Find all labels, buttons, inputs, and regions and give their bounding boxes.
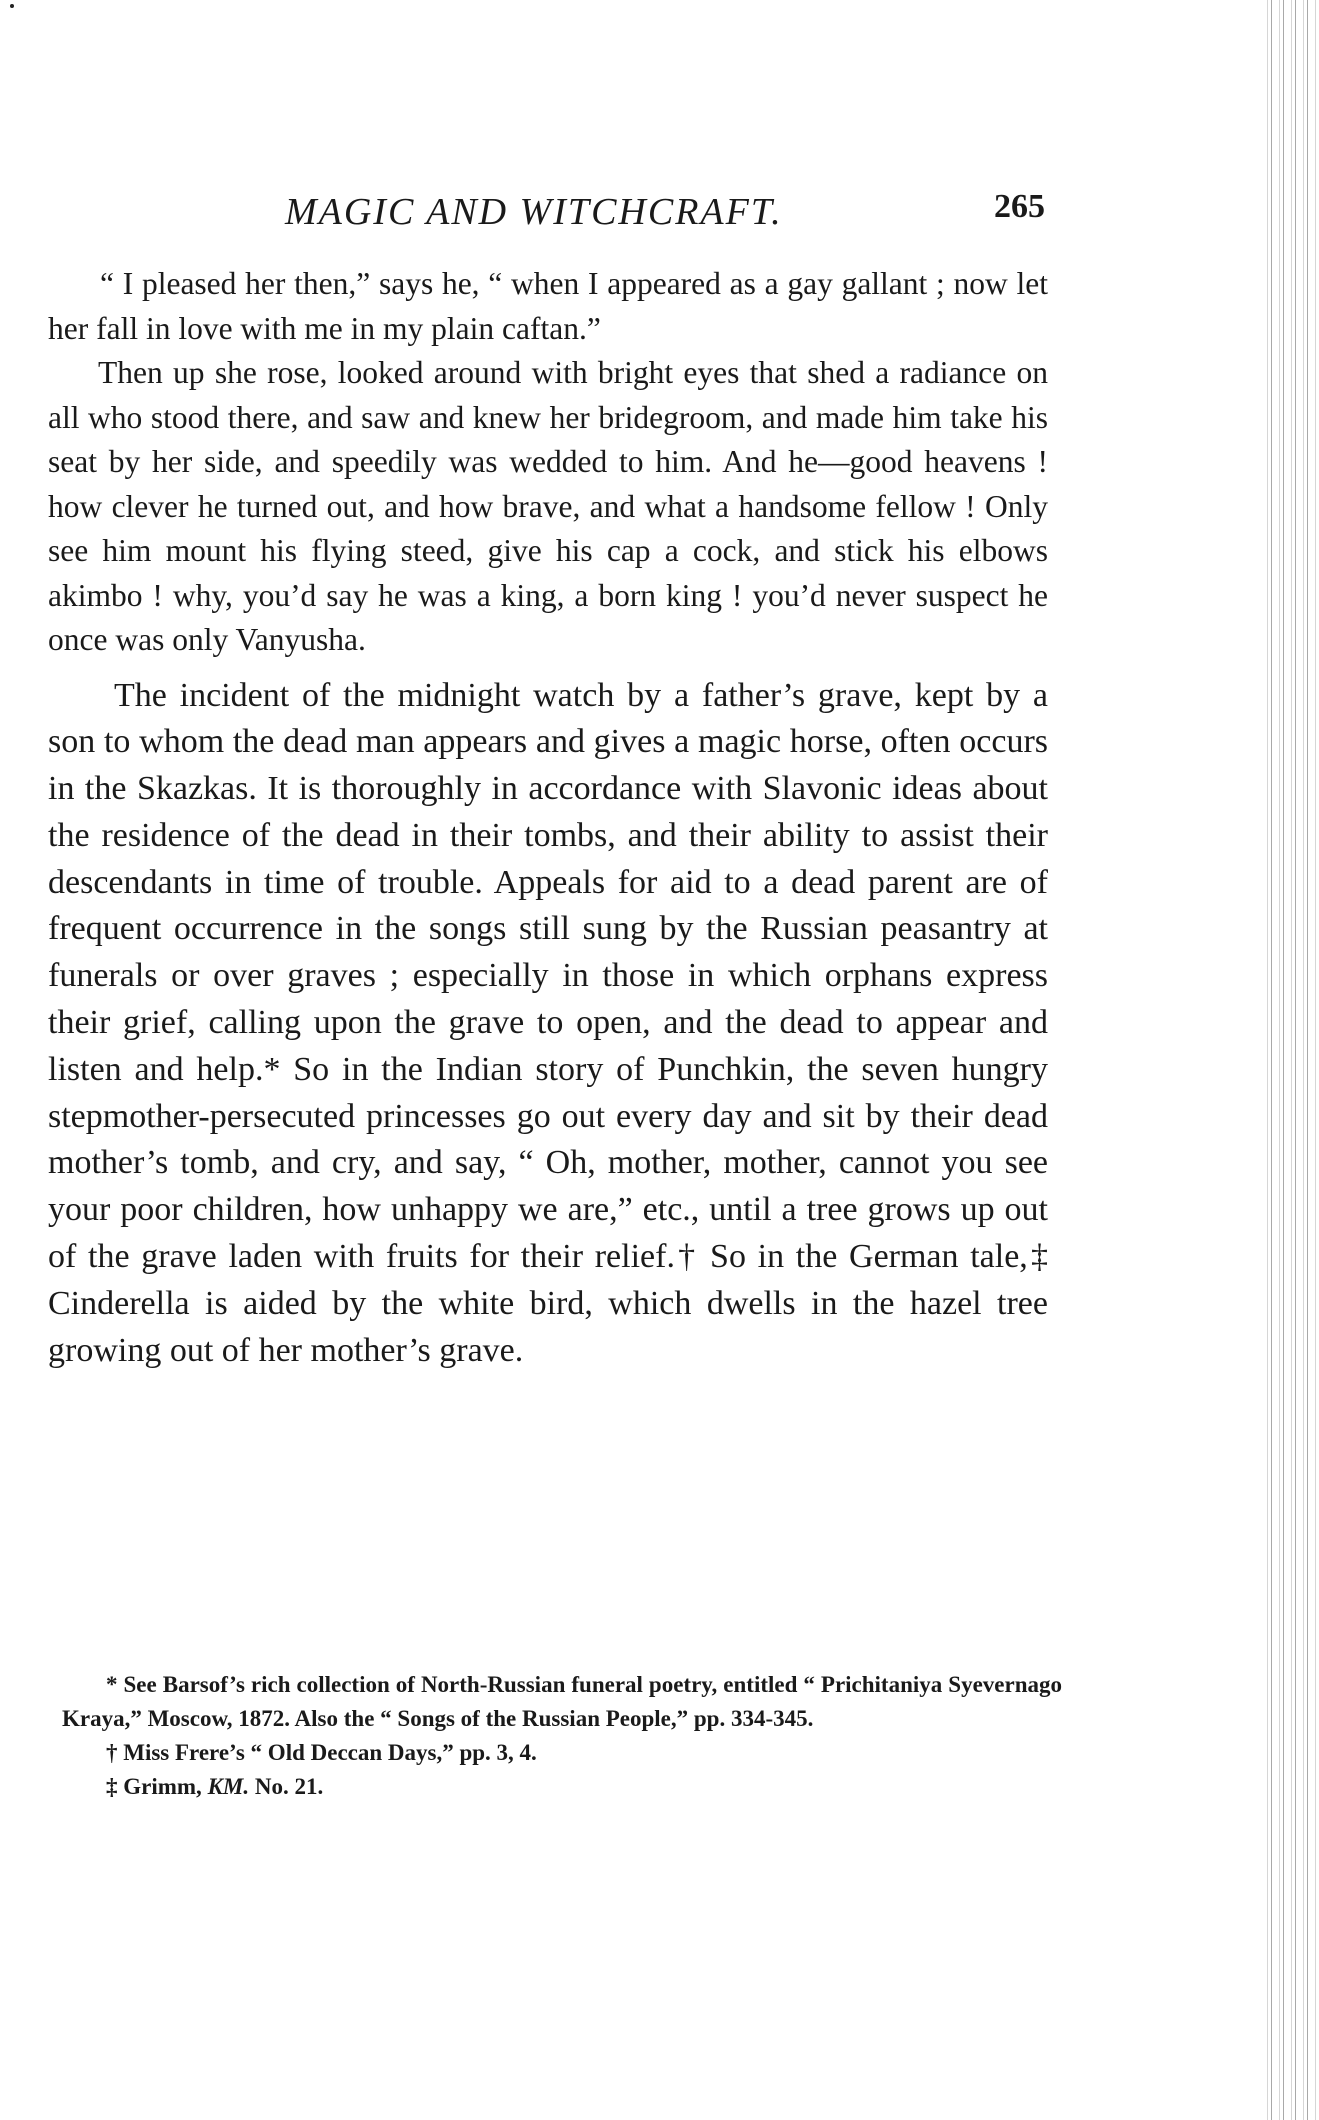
scan-speck bbox=[10, 4, 14, 8]
running-title: MAGIC AND WITCHCRAFT. bbox=[285, 191, 783, 233]
page-edge-shadow bbox=[1264, 0, 1319, 2120]
footnote-frere: † Miss Frere’s “ Old Deccan Days,” pp. 3, 4. bbox=[106, 1740, 537, 1765]
footnote-grimm-suffix: No. 21. bbox=[249, 1774, 324, 1799]
footnote-barsof: * See Barsof’s rich collection of North-Russian funeral poetry, entitled “ Prichitaniya Syevernago Kraya,” Moscow, 1872. Also the “ Songs of the Russian People,” pp. 334-345. bbox=[62, 1672, 1062, 1731]
paragraph-commentary: The incident of the midnight watch by a father’s grave, kept by a son to whom the dead man appears and gives a magic horse, often occurs in the Skazkas. It is thoroughly in accordance with Slavonic ideas about the residence of the dead in their tombs, and their ability to assist their descendants in time of trouble. Appeals for aid to a dead parent are of frequent occurrence in the songs still sung by the Russian peasantry at funerals or over graves ; especially in those in which orphans express their grief, calling upon the grave to open, and the dead to appear and listen and help.* So in the Indian story of Punchkin, the seven hungry stepmother-persecuted princesses go out every day and sit by their dead mother’s tomb, and cry, and say, “ Oh, mother, mother, cannot you see your poor children, how unhappy we are,” etc., until a tree grows up out of the grave laden with fruits for their relief.† So in the German tale,‡ Cinderella is aided by the white bird, which dwells in the hazel tree growing out of her mother’s grave. bbox=[48, 676, 1048, 1369]
footnote-grimm bbox=[62, 1770, 1062, 1804]
paragraph-quote: “ I pleased her then,” says he, “ when I appeared as a gay gallant ; now let her fall in love with me in my plain caftan.” bbox=[48, 266, 1048, 346]
paragraph-wedding: Then up she rose, looked around with bright eyes that shed a radiance on all who stood there, and saw and knew her bridegroom, and made him take his seat by her side, and speedily was wedded to him. And he—good heavens ! how clever he turned out, and how brave, and what a handsome fellow ! Only see him mount his flying steed, give his cap a cock, and stick his elbows akimbo ! why, you’d say he was a king, a born king ! you’d never suspect he once was only Vanyusha. bbox=[48, 355, 1048, 657]
page-number: 265 bbox=[994, 188, 1045, 225]
footnotes bbox=[62, 1668, 1062, 1804]
footnote-grimm-prefix: ‡ Grimm, bbox=[106, 1774, 208, 1799]
page-header bbox=[285, 190, 1045, 240]
body-text bbox=[48, 262, 1048, 1374]
footnote-grimm-km: KM. bbox=[207, 1774, 250, 1799]
